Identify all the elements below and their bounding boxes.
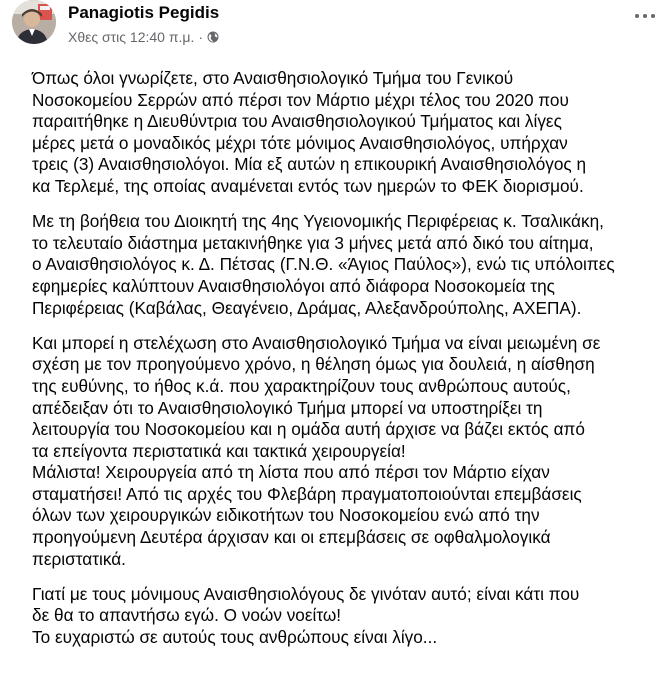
post-paragraph-1: [32, 68, 652, 198]
avatar[interactable]: [12, 0, 56, 44]
meta-separator: ·: [198, 29, 204, 45]
post-text-line: Με τη βοήθεια του Διοικητή της 4ης Υγειονομικής Περιφέρειας κ. Τσαλικάκη,: [32, 211, 604, 232]
post-body: [32, 68, 652, 649]
post-text-line: Περιφέρειας (Καβάλας, Θεαγένειο, Δράμας, Αλεξανδρούπολης, ΑΧΕΠΑ).: [32, 297, 582, 318]
post-paragraph-2: [32, 211, 652, 319]
post-text-line: σχέση με τον προηγούμενο χρόνο, η θέληση όμως για δουλειά, η αίσθηση: [32, 354, 595, 375]
post-paragraph-3: [32, 333, 652, 571]
more-options-icon[interactable]: [630, 4, 660, 28]
post-text-line: Νοσοκομείου Σερρών από πέρσι τον Μάρτιο μέχρι τέλος του 2020 που: [32, 89, 569, 110]
post-timestamp[interactable]: Χθες στις 12:40 π.μ.: [68, 29, 195, 45]
post-text-line: Μάλιστα! Χειρουργεία από τη λίστα που από πέρσι τον Μάρτιο είχαν: [32, 462, 550, 483]
post-text-line: Και μπορεί η στελέχωση στο Αναισθησιολογικό Τμήμα να είναι μειωμένη σε: [32, 332, 601, 353]
post-header: [12, 0, 660, 60]
post-text-line: όλων των χειρουργικών ειδικοτήτων του Νοσοκομείου ενώ από την: [32, 505, 540, 526]
post-text-line: προηγούμενη Δευτέρα άρχισαν και οι επεμβάσεις σε οφθαλμολογικά: [32, 527, 551, 548]
post-text-line: παραιτήθηκε η Διευθύντρια του Αναισθησιολογικού Τμήματος και λίγες: [32, 111, 562, 132]
post-text-line: λειτουργία του Νοσοκομείου και η ομάδα αυτή άρχισε να βάζει εκτός από: [32, 419, 585, 440]
post-text-line: κα Τερλεμέ, της οποίας αναμένεται εντός των ημερών το ΦΕΚ διορισμού.: [32, 175, 584, 196]
more-dot: [651, 14, 655, 18]
post-text-line: της ευθύνης, το ήθος κ.ά. που χαρακτηρίζουν τους ανθρώπους αυτούς,: [32, 375, 571, 396]
post-text-line: απέδειξαν ότι το Αναισθησιολογικό Τμήμα μπορεί να υποστηρίξει τη: [32, 397, 543, 418]
post-text-line: Το ευχαριστώ σε αυτούς τους ανθρώπους είναι λίγο...: [32, 627, 438, 648]
avatar-photo-icon: [12, 0, 56, 44]
more-dot: [643, 14, 647, 18]
post-text-line: σταματήσει! Από τις αρχές του Φλεβάρη πραγματοποιούνται επεμβάσεις: [32, 483, 582, 504]
post-text-line: τρεις (3) Αναισθησιολόγοι. Μία εξ αυτών η επικουρική Αναισθησιολόγος η: [32, 154, 587, 175]
globe-icon[interactable]: [207, 31, 219, 43]
post-text-line: δε θα το απαντήσω εγώ. Ο νοών νοείτω!: [32, 605, 342, 626]
post-text-line: μέρες μετά ο μοναδικός μέχρι τότε μόνιμος Αναισθησιολόγος, υπήρχαν: [32, 132, 568, 153]
post-text-line: Όπως όλοι γνωρίζετε, στο Αναισθησιολογικό Τμήμα του Γενικού: [32, 68, 514, 88]
post-text-line: το τελευταίο διάστημα μετακινήθηκε για 3 μήνες μετά από δικό του αίτημα,: [32, 232, 594, 253]
post-text-line: εφημερίες καλύπτουν Αναισθησιολόγοι από διάφορα Νοσοκομεία της: [32, 275, 555, 296]
more-dot: [635, 14, 639, 18]
post-paragraph-4: [32, 584, 652, 649]
author-name[interactable]: Panagiotis Pegidis: [68, 3, 220, 22]
post-meta: [68, 29, 219, 45]
post-text-line: Γιατί με τους μόνιμους Αναισθησιολόγους δε γινόταν αυτό; είναι κάτι που: [32, 583, 580, 604]
post-text-line: τα επείγοντα περιστατικά και τακτικά χειρουργεία!: [32, 440, 406, 461]
post-text-line: ο Αναισθησιολόγος κ. Δ. Πέτσας (Γ.Ν.Θ. «Άγιος Παύλος»), ενώ τις υπόλοιπες: [32, 254, 615, 275]
post-text-line: περιστατικά.: [32, 548, 126, 569]
